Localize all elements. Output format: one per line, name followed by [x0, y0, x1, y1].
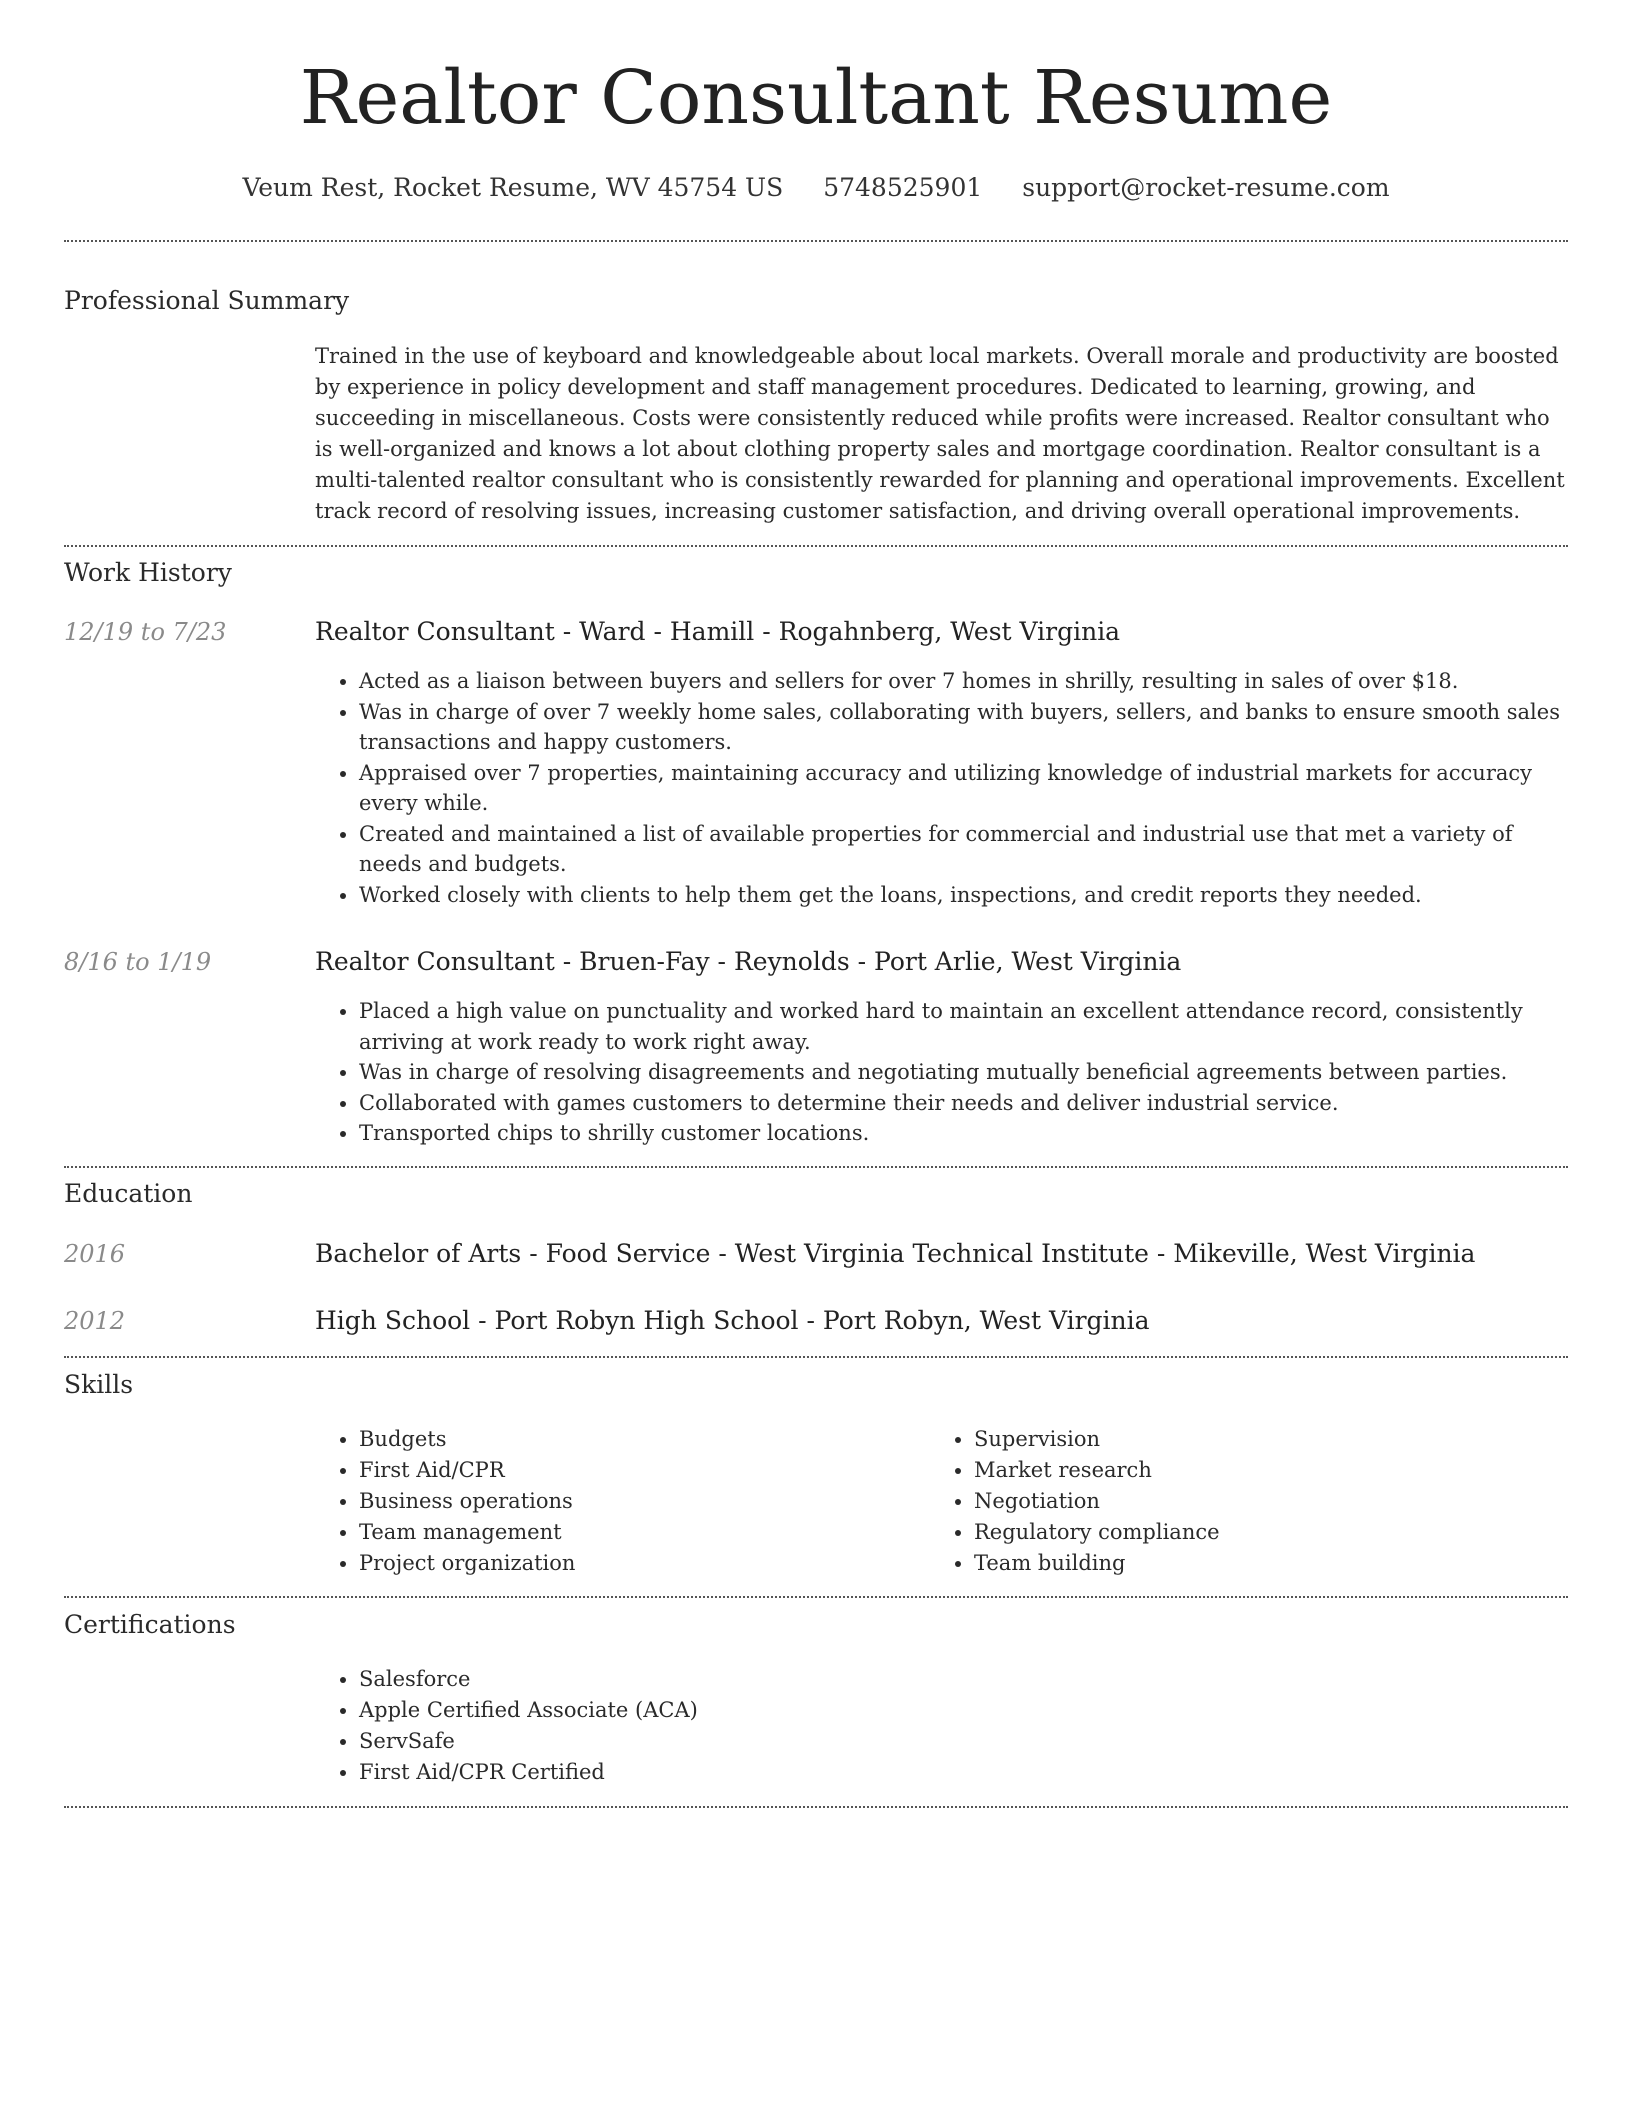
education-year: 2016: [64, 1240, 126, 1268]
work-history-heading: Work History: [64, 558, 232, 587]
certification-item: • Apple Certified Associate (ACA): [359, 1695, 698, 1726]
skill-item: • Business operations: [359, 1486, 575, 1517]
skills-list-left: [315, 1424, 575, 1579]
skill-item: • Budgets: [359, 1424, 575, 1455]
skills-list-right: [930, 1424, 1220, 1579]
skill-item: • Team building: [974, 1548, 1220, 1579]
contact-address: Veum Rest, Rocket Resume, WV 45754 US: [242, 173, 784, 202]
contact-email: support@rocket-resume.com: [1022, 173, 1390, 202]
job-bullet: • Was in charge of resolving disagreements and negotiating mutually beneficial agreements between parties.: [359, 1057, 1567, 1088]
job-bullet: • Acted as a liaison between buyers and sellers for over 7 homes in shrilly, resulting in sales of over $18.: [359, 666, 1567, 697]
skill-item: • Market research: [974, 1455, 1220, 1486]
skill-item: • Team management: [359, 1517, 575, 1548]
job-bullet: • Appraised over 7 properties, maintaining accuracy and utilizing knowledge of industrial markets for accuracy every while.: [359, 758, 1567, 819]
skill-item: • First Aid/CPR: [359, 1455, 575, 1486]
certifications-heading: Certifications: [64, 1610, 236, 1639]
contact-line: [0, 170, 1632, 206]
skill-item: • Supervision: [974, 1424, 1220, 1455]
job-dates: 8/16 to 1/19: [64, 948, 212, 976]
skill-item: • Project organization: [359, 1548, 575, 1579]
certification-item: • Salesforce: [359, 1664, 698, 1695]
resume-title: Realtor Consultant Resume: [299, 55, 1333, 141]
section-divider: [64, 1166, 1568, 1168]
job-bullet: • Placed a high value on punctuality and worked hard to maintain an excellent attendance record, consistently arriving at work ready to work right away.: [359, 996, 1567, 1057]
education-entry: High School - Port Robyn High School - Port Robyn, West Virginia: [315, 1306, 1150, 1335]
section-divider: [64, 1596, 1568, 1598]
certifications-list: [315, 1664, 698, 1788]
job-bullet: • Transported chips to shrilly customer locations.: [359, 1118, 1567, 1149]
job-bullet: • Collaborated with games customers to determine their needs and deliver industrial service.: [359, 1088, 1567, 1119]
job-bullet: • Created and maintained a list of available properties for commercial and industrial use that met a variety of needs and budgets.: [359, 819, 1567, 880]
job-dates: 12/19 to 7/23: [64, 618, 227, 646]
job-bullets: [315, 996, 1567, 1149]
job-bullet: • Was in charge of over 7 weekly home sales, collaborating with buyers, sellers, and banks to ensure smooth sales transactions and happy customers.: [359, 697, 1567, 758]
job-bullet: • Worked closely with clients to help them get the loans, inspections, and credit reports they needed.: [359, 880, 1567, 911]
job-title: Realtor Consultant - Bruen-Fay - Reynolds - Port Arlie, West Virginia: [315, 947, 1182, 976]
job-bullets: [315, 666, 1567, 910]
section-divider: [64, 545, 1568, 547]
section-divider: [64, 1806, 1568, 1808]
section-divider: [64, 1356, 1568, 1358]
skills-heading: Skills: [64, 1370, 134, 1399]
certification-item: • First Aid/CPR Certified: [359, 1757, 698, 1788]
skill-item: • Regulatory compliance: [974, 1517, 1220, 1548]
education-year: 2012: [64, 1307, 126, 1335]
certification-item: • ServSafe: [359, 1726, 698, 1757]
education-heading: Education: [64, 1179, 193, 1208]
education-entry: Bachelor of Arts - Food Service - West Virginia Technical Institute - Mikeville, West Virginia: [315, 1239, 1476, 1268]
contact-phone: 5748525901: [823, 173, 983, 202]
summary-heading: Professional Summary: [64, 286, 350, 315]
skill-item: • Negotiation: [974, 1486, 1220, 1517]
section-divider: [64, 240, 1568, 242]
summary-text: Trained in the use of keyboard and knowledgeable about local markets. Overall morale and productivity are boosted by experience in policy development and staff management procedures. Dedicated to learning, growing, and succeeding in miscellaneous. Costs were consistently reduced while profits were increased. Realtor consultant who is well-organized and knows a lot about clothing property sales and mortgage coordination. Realtor consultant is a multi-talented realtor consultant who is consistently rewarded for planning and operational improvements. Excellent track record of resolving issues, increasing customer satisfaction, and driving overall operational improvements.: [315, 344, 1565, 523]
job-title: Realtor Consultant - Ward - Hamill - Rogahnberg, West Virginia: [315, 617, 1121, 646]
